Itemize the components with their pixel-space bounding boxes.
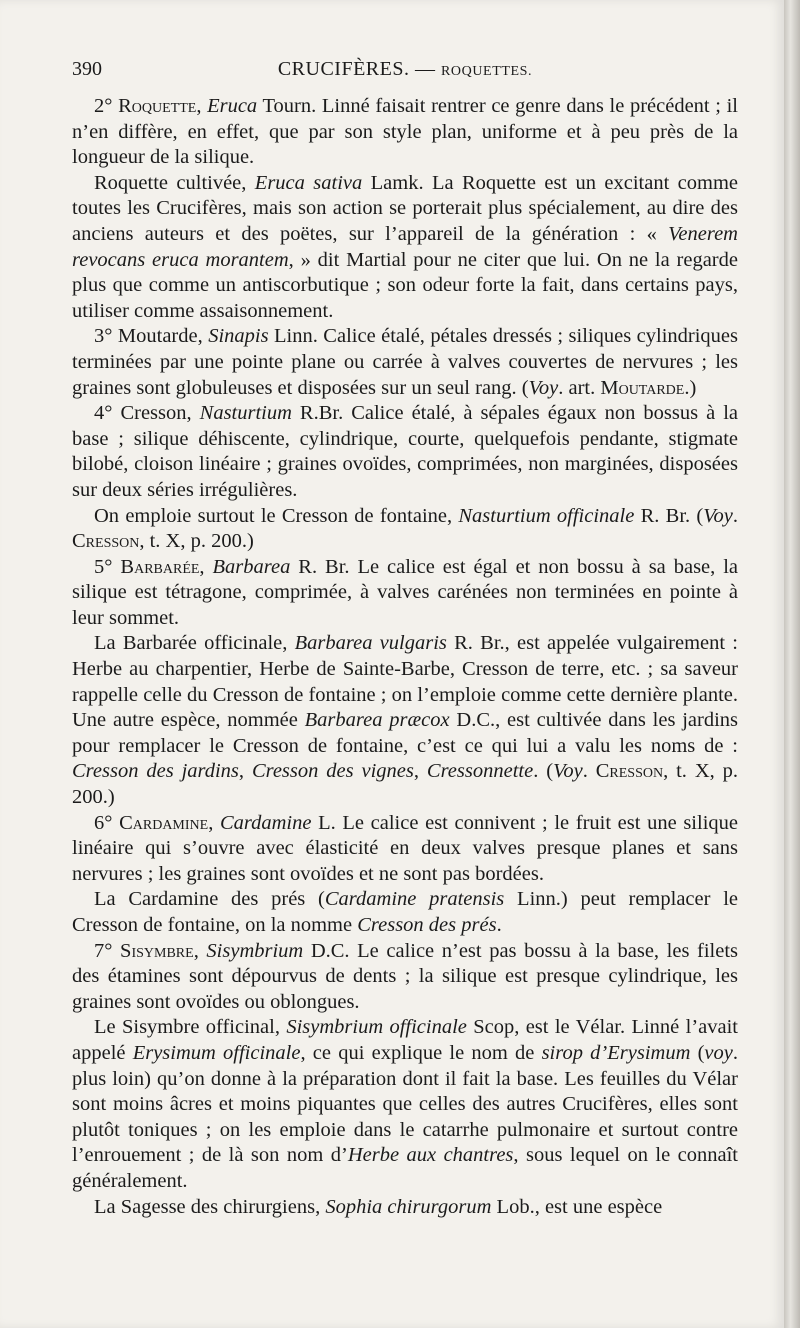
text-run: ,	[193, 939, 207, 962]
text-run: ,	[208, 811, 220, 834]
paragraph-p10	[72, 939, 738, 1016]
text-run: 4° Cresson,	[94, 402, 200, 425]
italic-run: Cardamine pratensis	[324, 888, 505, 911]
small-caps-run: Moutarde	[600, 376, 685, 399]
text-run: La Sagesse des chirurgiens,	[94, 1195, 326, 1218]
small-caps-run: Cresson	[72, 530, 140, 553]
text-run: Lob., est une espèce	[491, 1195, 663, 1218]
text-run: .	[496, 914, 502, 936]
small-caps-run: Barbarée	[120, 555, 200, 578]
text-run: Roquette cultivée,	[94, 171, 255, 194]
paragraph-p5	[72, 504, 738, 555]
italic-run: Venerem revocans eruca morantem	[72, 222, 738, 271]
text-run: D.C. Le calice n’est pas bossu à la base, les filets des étamines sont dépourvus de dents ; la silique est presque cylindrique, les graines sont ovoïdes ou oblongues.	[72, 939, 739, 1013]
text-run: , ce qui explique le nom de	[300, 1041, 542, 1064]
text-run: R. Br., est appelée vulgairement : Herbe au charpentier, Herbe de Sainte-Barbe, Cresson de terre, etc. ; sa saveur rappelle celle du Cresson de fontaine ; on l’emploie comme cette dernière plante. Une autre espèce, nommée	[72, 632, 738, 732]
text-run: Tourn. Linné faisait rentrer ce genre dans le précédent ; il n’en diffère, en effet, que par son style plan, uniforme et à peu près de la longueur de la silique.	[72, 95, 738, 169]
text-run: Lamk. La Roquette est un excitant comme toutes les Crucifères, mais son action se porterait plus spécialement, au dire des anciens auteurs et des poëtes, sur l’appareil de la génération : «	[72, 171, 738, 245]
text-run: L. Le calice est connivent ; le fruit est une silique linéaire qui s’ouvre avec élasticité en deux valves presque planes et sans nervures ; les graines sont ovoïdes et ne sont pas bordées.	[72, 811, 738, 885]
header-subtitle: ROQUETTES.	[440, 64, 533, 79]
small-caps-run: Roquette	[118, 95, 197, 117]
text-run: Scop, est le Vélar. Linné l’avait appelé	[72, 1016, 738, 1064]
paragraph-p11	[72, 1015, 738, 1194]
text-run: ,	[238, 760, 252, 783]
text-run: (	[690, 1041, 705, 1064]
text-run: .	[732, 504, 738, 527]
italic-run: Cresson des prés	[357, 914, 497, 936]
italic-run: Nasturtium	[199, 402, 292, 425]
text-run: R.Br. Calice étalé, à sépales égaux non bossus à la base ; silique déhiscente, cylindrique, courte, quelquefois pendante, stigmate bilobé, cloison linéaire ; graines ovoïdes, comprimées, non marginées, disposées sur deux séries irrégulières.	[72, 402, 738, 501]
italic-run: Sophia chirurgorum	[325, 1195, 492, 1218]
italic-run: Sisymbrium officinale	[286, 1016, 467, 1039]
text-run: . art.	[558, 376, 601, 399]
italic-run: Herbe aux chantres	[347, 1144, 514, 1167]
text-run: 5°	[94, 555, 121, 578]
text-run: La Cardamine des prés (	[94, 888, 325, 911]
paragraph-p12	[72, 1195, 738, 1221]
running-title	[72, 58, 738, 81]
text-run: 6°	[94, 811, 120, 834]
running-header	[72, 58, 738, 88]
text-run: 3° Moutarde,	[94, 325, 209, 348]
italic-run: Cressonnette	[426, 760, 534, 783]
paragraph-p1	[72, 94, 738, 171]
text-run: R. Br. (	[634, 504, 704, 527]
italic-run: Voy	[528, 376, 559, 399]
paragraph-p8	[72, 811, 738, 888]
italic-run: Erysimum officinale	[132, 1041, 301, 1064]
italic-run: Eruca	[207, 95, 258, 117]
text-run: 7°	[94, 939, 121, 962]
text-run: .	[582, 760, 596, 783]
small-caps-run: Sisymbre	[120, 939, 194, 962]
small-caps-run: Cardamine	[119, 811, 209, 834]
text-run: . plus loin) qu’on donne à la préparation dont il fait la base. Les feuilles du Vélar sont moins âcres et moins piquantes que celles des autres Crucifères, elles sont plutôt toniques ; on les emploie dans le catarrhe pulmonaire et surtout contre l’enrouement ; de là son nom d’	[72, 1041, 738, 1167]
text-run: ,	[199, 555, 213, 578]
header-title: CRUCIFÈRES. —	[277, 58, 436, 80]
italic-run: Voy	[553, 760, 583, 783]
text-run: On emploie surtout le Cresson de fontaine,	[94, 504, 459, 527]
body-text	[72, 94, 738, 1220]
italic-run: Cardamine	[219, 811, 312, 834]
paragraph-p6	[72, 555, 738, 632]
paragraph-p3	[72, 324, 738, 401]
italic-run: Nasturtium officinale	[458, 504, 635, 527]
paragraph-p2	[72, 171, 738, 325]
paragraph-p4	[72, 401, 738, 503]
italic-run: Cresson des vignes	[251, 760, 414, 783]
italic-run: Cresson des jardins	[72, 760, 239, 783]
text-run: 2°	[94, 95, 119, 117]
text-run: , t. X, p. 200.)	[139, 530, 254, 553]
small-caps-run: Cresson	[595, 760, 664, 783]
text-run: D.C., est cultivée dans les jardins pour remplacer le Cresson de fontaine, c’est ce qui lui a valu les noms de :	[72, 709, 739, 757]
italic-run: Voy	[703, 504, 733, 527]
italic-run: Sinapis	[208, 325, 269, 348]
paragraph-p9	[72, 887, 738, 938]
italic-run: voy	[704, 1041, 733, 1064]
text-run: ,	[413, 760, 427, 783]
italic-run: Barbarea	[212, 555, 291, 578]
text-run: , » dit Martial pour ne citer que lui. On ne la regarde plus que comme un antiscorbutique ; son odeur forte la fait, dans certains pays, utiliser comme assaisonnement.	[72, 248, 738, 322]
text-run: ,	[196, 95, 208, 117]
text-run: Le Sisymbre officinal,	[94, 1016, 287, 1039]
text-run: R. Br. Le calice est égal et non bossu à sa base, la silique est tétragone, comprimée, à valves carénées non terminées en pointe à leur sommet.	[72, 555, 739, 629]
italic-run: sirop d’Erysimum	[541, 1041, 691, 1064]
italic-run: Sisymbrium	[206, 939, 304, 962]
text-run: , t. X, p. 200.)	[72, 760, 739, 809]
text-run: . (	[533, 760, 554, 783]
text-run: Linn. Calice étalé, pétales dressés ; siliques cylindriques terminées par une pointe plane ou carrée à valves couvertes de nervures ; les graines sont globuleuses et disposées sur un seul rang. (	[72, 325, 738, 399]
text-run: .)	[684, 376, 697, 399]
text-run: Linn.) peut remplacer le Cresson de fontaine, on la nomme	[72, 888, 738, 936]
italic-run: Eruca sativa	[254, 171, 363, 194]
text-run: La Barbarée officinale,	[94, 632, 295, 655]
page-edge	[784, 0, 800, 1328]
italic-run: Barbarea vulgaris	[294, 632, 447, 655]
paragraph-p7	[72, 631, 738, 810]
italic-run: Barbarea præcox	[304, 709, 450, 732]
page-number: 390	[72, 58, 102, 80]
text-run: , sous lequel on le connaît généralement.	[72, 1144, 738, 1192]
